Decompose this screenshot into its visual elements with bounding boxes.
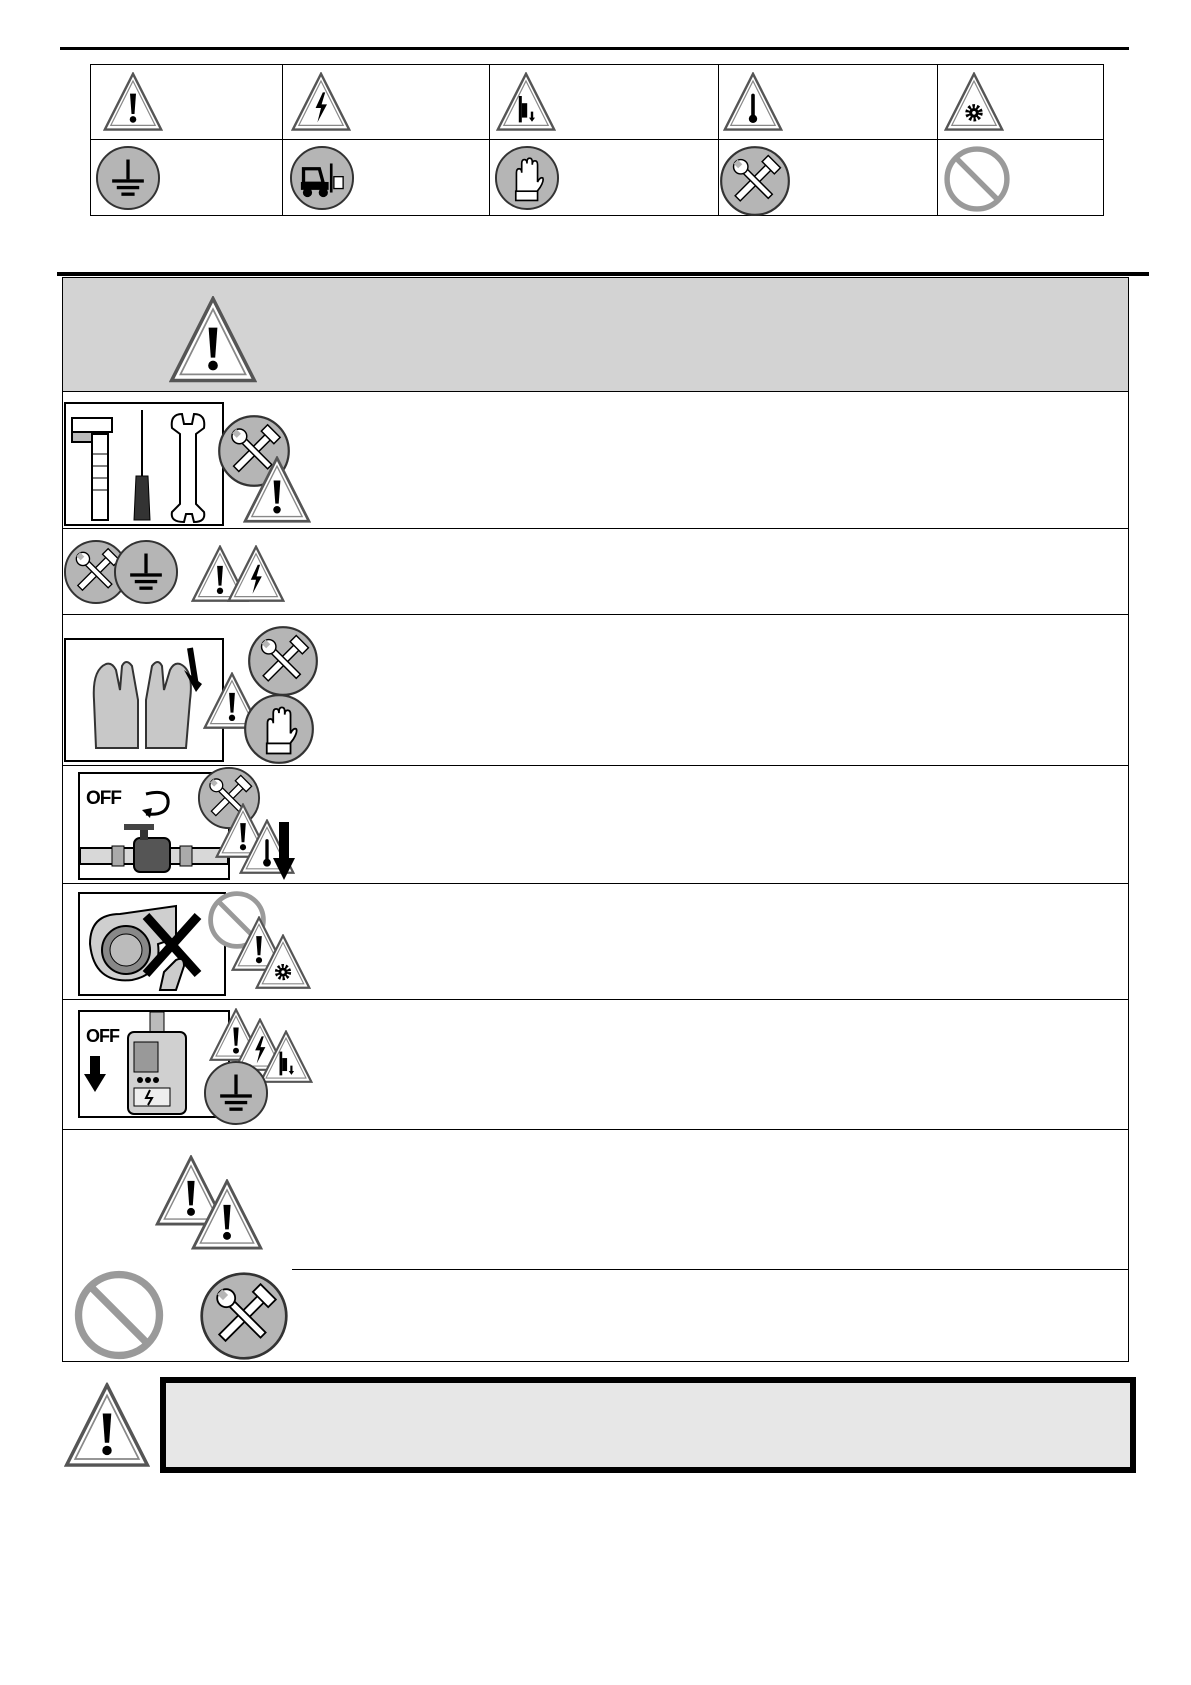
- legend-cell: [938, 140, 1103, 215]
- table-row: [63, 391, 1128, 528]
- general-warning-icon: [64, 1378, 150, 1473]
- maintenance-icon: [719, 145, 791, 217]
- hot-surface-icon: [723, 71, 783, 133]
- legend-cell: [283, 65, 490, 140]
- forklift-icon: [289, 145, 355, 211]
- safety-instructions-table: [62, 277, 1129, 1362]
- general-warning-icon: [169, 292, 257, 388]
- legend-cell: [719, 140, 938, 215]
- gloves-photo: [64, 638, 224, 762]
- electrical-hazard-icon: [291, 71, 351, 133]
- electrical-hazard-icon: [227, 539, 285, 609]
- legend-cell: [490, 140, 719, 215]
- legend-cell: [490, 65, 719, 140]
- table-row: [63, 528, 1128, 614]
- legend-cell: [91, 140, 283, 215]
- maintenance-icon: [199, 1271, 289, 1361]
- general-warning-icon: [103, 71, 163, 133]
- moving-parts-icon: [255, 928, 311, 996]
- falling-hazard-icon: [496, 71, 556, 133]
- legend-cell: [91, 65, 283, 140]
- off-label: OFF: [86, 788, 121, 809]
- table-row: [63, 999, 1128, 1129]
- gloves-icon: [494, 145, 560, 211]
- table-row: [63, 883, 1128, 999]
- off-label: OFF: [86, 1026, 119, 1046]
- fan-no-touch-photo: [78, 892, 226, 996]
- table-header-row: [63, 278, 1128, 391]
- prohibited-icon: [73, 1269, 165, 1361]
- legend-cell: [283, 140, 490, 215]
- prohibited-icon: [943, 145, 1011, 213]
- ground-icon: [95, 145, 161, 211]
- row-divider: [292, 1269, 1128, 1270]
- table-row: [63, 1129, 1128, 1269]
- table-row: [63, 1269, 1128, 1363]
- symbol-legend: [90, 64, 1104, 216]
- legend-cell: [719, 65, 938, 140]
- general-warning-icon: [191, 1172, 263, 1258]
- gloves-icon: [243, 693, 315, 765]
- table-row: [63, 765, 1128, 883]
- moving-parts-icon: [944, 71, 1004, 133]
- ground-icon: [203, 1060, 269, 1126]
- ground-icon: [113, 539, 179, 605]
- note-box: [160, 1377, 1136, 1473]
- section-rule: [57, 272, 1149, 276]
- general-warning-icon: [243, 454, 311, 526]
- table-row: [63, 614, 1128, 765]
- top-rule: [60, 47, 1129, 50]
- arrow-down-icon: [273, 822, 295, 880]
- legend-cell: [938, 65, 1103, 140]
- tools-photo: [64, 402, 224, 526]
